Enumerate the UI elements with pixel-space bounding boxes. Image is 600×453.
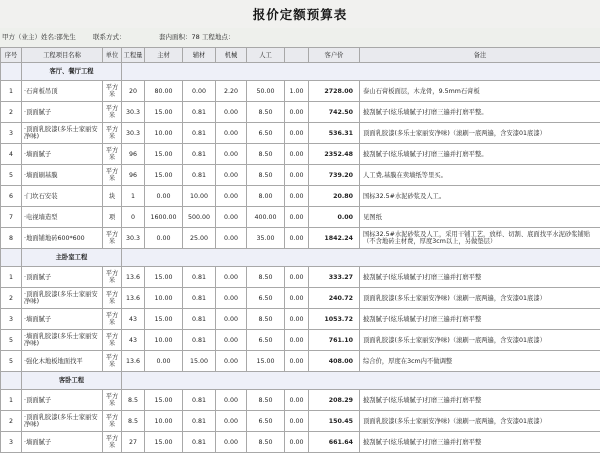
- contact-info: 联系方式：: [93, 28, 126, 47]
- item-name: ·强化木地板地面找平: [22, 351, 103, 372]
- labor-cell: 6.50: [247, 288, 285, 309]
- unit-cell: 平方米: [103, 390, 122, 411]
- main-material-cell: 0.00: [145, 228, 183, 249]
- aux-material-cell: 0.81: [183, 267, 216, 288]
- labor-cell: 8.50: [247, 309, 285, 330]
- remark-cell: 顶面乳胶漆(多乐士家丽安净味)（滚刷一底两遍，含安漆01底漆）: [360, 288, 600, 309]
- quantity-cell: 43: [122, 330, 145, 351]
- extra-cell: 0.00: [285, 207, 309, 228]
- quote-table: [0, 47, 600, 453]
- labor-cell: 6.50: [247, 411, 285, 432]
- machinery-cell: 0.00: [216, 309, 247, 330]
- item-name: ·墙面腻子: [22, 144, 103, 165]
- quantity-cell: 30.3: [122, 123, 145, 144]
- customer-price-cell: 208.29: [309, 390, 360, 411]
- main-material-cell: 15.00: [145, 432, 183, 453]
- col-header: 辅材: [183, 48, 216, 63]
- customer-price-cell: 536.31: [309, 123, 360, 144]
- col-header: 序号: [1, 48, 22, 63]
- table-row: [1, 186, 600, 207]
- table-row: [1, 207, 600, 228]
- remark-cell: 国标32.5#水泥砂浆及人工，采用干铺工艺，放样、切割、底面找平水泥砂浆铺贴（不含地砖主材费，厚度3cm以上，另做垫层）: [360, 228, 600, 249]
- machinery-cell: 0.00: [216, 390, 247, 411]
- main-material-cell: 15.00: [145, 144, 183, 165]
- section-spacer: [1, 249, 22, 267]
- unit-cell: 块: [103, 186, 122, 207]
- item-name: ·顶面乳胶漆(多乐士家丽安净味): [22, 288, 103, 309]
- remark-cell: 人工费,基膜在卖墙纸等里买。: [360, 165, 600, 186]
- labor-cell: 8.00: [247, 186, 285, 207]
- remark-cell: 顶面乳胶漆(多乐士家丽安净味)（滚刷一底两遍，含安漆01底漆）: [360, 123, 600, 144]
- row-number: 5: [1, 351, 22, 372]
- table-row: [1, 432, 600, 453]
- aux-material-cell: 10.00: [183, 186, 216, 207]
- extra-cell: 0.00: [285, 351, 309, 372]
- aux-material-cell: 0.00: [183, 81, 216, 102]
- item-name: ·顶面腻子: [22, 267, 103, 288]
- section-row: [1, 249, 600, 267]
- row-number: 1: [1, 267, 22, 288]
- unit-cell: 平方米: [103, 288, 122, 309]
- section-blank: [122, 249, 600, 267]
- remark-cell: 见图纸: [360, 207, 600, 228]
- unit-cell: 平方米: [103, 123, 122, 144]
- remark-cell: 披刮腻子(炫乐墙腻子)打磨三遍并打磨平整。: [360, 102, 600, 123]
- extra-cell: 0.00: [285, 144, 309, 165]
- row-number: 7: [1, 207, 22, 228]
- labor-cell: 6.50: [247, 123, 285, 144]
- customer-price-cell: 1053.72: [309, 309, 360, 330]
- unit-cell: 平方米: [103, 267, 122, 288]
- item-name: ·墙面刷基膜: [22, 165, 103, 186]
- table-row: [1, 228, 600, 249]
- section-spacer: [1, 372, 22, 390]
- aux-material-cell: 0.81: [183, 144, 216, 165]
- machinery-cell: 0.00: [216, 165, 247, 186]
- section-blank: [122, 63, 600, 81]
- labor-cell: 8.50: [247, 144, 285, 165]
- item-name: ·顶面乳胶漆(多乐士家丽安净味): [22, 123, 103, 144]
- table-row: [1, 351, 600, 372]
- machinery-cell: 0.00: [216, 330, 247, 351]
- info-bar: [0, 28, 600, 48]
- customer-price-cell: 2728.00: [309, 81, 360, 102]
- col-header: 机械: [216, 48, 247, 63]
- remark-cell: 披刮腻子(炫乐墙腻子)打磨三遍并打磨平整: [360, 267, 600, 288]
- unit-cell: 平方米: [103, 411, 122, 432]
- remark-cell: 综合价，厚度在3cm内不做调整: [360, 351, 600, 372]
- aux-material-cell: 15.00: [183, 351, 216, 372]
- row-number: 1: [1, 390, 22, 411]
- table-row: [1, 165, 600, 186]
- extra-cell: 0.00: [285, 165, 309, 186]
- unit-cell: 项: [103, 207, 122, 228]
- machinery-cell: 0.00: [216, 228, 247, 249]
- labor-cell: 35.00: [247, 228, 285, 249]
- row-number: 4: [1, 144, 22, 165]
- machinery-cell: 0.00: [216, 432, 247, 453]
- table-row: [1, 330, 600, 351]
- labor-cell: 15.00: [247, 351, 285, 372]
- main-material-cell: 1600.00: [145, 207, 183, 228]
- table-row: [1, 309, 600, 330]
- row-number: 3: [1, 432, 22, 453]
- client-info: 甲方（业主）姓名:邵先生: [2, 28, 76, 47]
- machinery-cell: 0.00: [216, 267, 247, 288]
- extra-cell: 0.00: [285, 186, 309, 207]
- main-material-cell: 10.00: [145, 123, 183, 144]
- machinery-cell: 0.00: [216, 207, 247, 228]
- table-row: [1, 390, 600, 411]
- quantity-cell: 20: [122, 81, 145, 102]
- row-number: 5: [1, 330, 22, 351]
- unit-cell: 平方米: [103, 81, 122, 102]
- labor-cell: 8.50: [247, 432, 285, 453]
- machinery-cell: 0.00: [216, 186, 247, 207]
- machinery-cell: 0.00: [216, 123, 247, 144]
- col-header: 备注: [360, 48, 600, 63]
- table-row: [1, 123, 600, 144]
- item-name: ·墙面腻子: [22, 432, 103, 453]
- aux-material-cell: 0.81: [183, 288, 216, 309]
- unit-cell: 平方米: [103, 165, 122, 186]
- main-material-cell: 0.00: [145, 351, 183, 372]
- labor-cell: 6.50: [247, 330, 285, 351]
- extra-cell: 0.00: [285, 288, 309, 309]
- row-number: 3: [1, 123, 22, 144]
- main-material-cell: 15.00: [145, 165, 183, 186]
- row-number: 1: [1, 81, 22, 102]
- machinery-cell: 0.00: [216, 288, 247, 309]
- row-number: 6: [1, 186, 22, 207]
- item-name: ·电视墙造型: [22, 207, 103, 228]
- machinery-cell: 2.20: [216, 81, 247, 102]
- aux-material-cell: 500.00: [183, 207, 216, 228]
- main-material-cell: 10.00: [145, 411, 183, 432]
- customer-price-cell: 0.00: [309, 207, 360, 228]
- main-material-cell: 10.00: [145, 288, 183, 309]
- main-material-cell: 10.00: [145, 330, 183, 351]
- labor-cell: 8.50: [247, 165, 285, 186]
- item-name: ·顶面腻子: [22, 102, 103, 123]
- customer-price-cell: 20.80: [309, 186, 360, 207]
- table-row: [1, 267, 600, 288]
- col-header: 客户价: [309, 48, 360, 63]
- quantity-cell: 13.6: [122, 351, 145, 372]
- aux-material-cell: 0.81: [183, 165, 216, 186]
- unit-cell: 平方米: [103, 102, 122, 123]
- row-number: 8: [1, 228, 22, 249]
- aux-material-cell: 25.00: [183, 228, 216, 249]
- customer-price-cell: 333.27: [309, 267, 360, 288]
- labor-cell: 8.50: [247, 390, 285, 411]
- section-title: 客卧工程: [22, 372, 122, 390]
- unit-cell: 平方米: [103, 351, 122, 372]
- quantity-cell: 8.5: [122, 390, 145, 411]
- aux-material-cell: 0.81: [183, 390, 216, 411]
- main-material-cell: 15.00: [145, 102, 183, 123]
- aux-material-cell: 0.81: [183, 432, 216, 453]
- section-row: [1, 372, 600, 390]
- item-name: ·顶面乳胶漆(多乐士家丽安净味): [22, 411, 103, 432]
- extra-cell: 0.00: [285, 411, 309, 432]
- area-info: 套内面积：78 工程地点：: [159, 28, 234, 47]
- item-name: ·墙面乳胶漆(多乐士家丽安净味): [22, 330, 103, 351]
- section-title: 客厅、餐厅工程: [22, 63, 122, 81]
- extra-cell: 0.00: [285, 309, 309, 330]
- remark-cell: 国标32.5#水泥砂浆及人工。: [360, 186, 600, 207]
- customer-price-cell: 742.50: [309, 102, 360, 123]
- remark-cell: 顶面乳胶漆(多乐士家丽安净味)（滚刷一底两遍，含安漆01底漆）: [360, 330, 600, 351]
- remark-cell: 披刮腻子(炫乐墙腻子)打磨三遍并打磨平整: [360, 309, 600, 330]
- col-header: 单位: [103, 48, 122, 63]
- item-name: ·顶面腻子: [22, 390, 103, 411]
- table-row: [1, 81, 600, 102]
- item-name: ·墙面腻子: [22, 309, 103, 330]
- table-row: [1, 144, 600, 165]
- quantity-cell: 30.3: [122, 228, 145, 249]
- quantity-cell: 13.6: [122, 288, 145, 309]
- customer-price-cell: 150.45: [309, 411, 360, 432]
- col-header: 人工: [247, 48, 285, 63]
- labor-cell: 50.00: [247, 81, 285, 102]
- quantity-cell: 1: [122, 186, 145, 207]
- row-number: 2: [1, 102, 22, 123]
- customer-price-cell: 240.72: [309, 288, 360, 309]
- customer-price-cell: 761.10: [309, 330, 360, 351]
- row-number: 2: [1, 411, 22, 432]
- extra-cell: 0.00: [285, 267, 309, 288]
- labor-cell: 8.50: [247, 267, 285, 288]
- aux-material-cell: 0.81: [183, 309, 216, 330]
- item-name: ·门坎石安装: [22, 186, 103, 207]
- remark-cell: 顶面乳胶漆(多乐士家丽安净味)（滚刷一底两遍，含安漆01底漆）: [360, 411, 600, 432]
- section-blank: [122, 372, 600, 390]
- remark-cell: 泰山石膏板面层，木龙骨，9.5mm石膏板: [360, 81, 600, 102]
- unit-cell: 平方米: [103, 228, 122, 249]
- extra-cell: 1.00: [285, 81, 309, 102]
- header-row: [1, 48, 600, 63]
- quantity-cell: 27: [122, 432, 145, 453]
- customer-price-cell: 408.00: [309, 351, 360, 372]
- main-material-cell: 15.00: [145, 309, 183, 330]
- main-material-cell: 80.00: [145, 81, 183, 102]
- main-material-cell: 15.00: [145, 390, 183, 411]
- aux-material-cell: 0.81: [183, 411, 216, 432]
- customer-price-cell: 2352.48: [309, 144, 360, 165]
- labor-cell: 400.00: [247, 207, 285, 228]
- quantity-cell: 8.5: [122, 411, 145, 432]
- row-number: 2: [1, 288, 22, 309]
- unit-cell: 平方米: [103, 330, 122, 351]
- quantity-cell: 0: [122, 207, 145, 228]
- unit-cell: 平方米: [103, 309, 122, 330]
- main-material-cell: 0.00: [145, 186, 183, 207]
- unit-cell: 平方米: [103, 144, 122, 165]
- sheet-title: 报价定额预算表: [253, 5, 348, 23]
- row-number: 5: [1, 165, 22, 186]
- section-row: [1, 63, 600, 81]
- col-header: [285, 48, 309, 63]
- title-bar: [0, 0, 600, 29]
- extra-cell: 0.00: [285, 102, 309, 123]
- machinery-cell: 0.00: [216, 351, 247, 372]
- remark-cell: 披刮腻子(炫乐墙腻子)打磨三遍并打磨平整: [360, 390, 600, 411]
- customer-price-cell: 739.20: [309, 165, 360, 186]
- row-number: 3: [1, 309, 22, 330]
- extra-cell: 0.00: [285, 123, 309, 144]
- customer-price-cell: 661.64: [309, 432, 360, 453]
- aux-material-cell: 0.81: [183, 102, 216, 123]
- section-title: 主卧室工程: [22, 249, 122, 267]
- quantity-cell: 96: [122, 165, 145, 186]
- quantity-cell: 30.3: [122, 102, 145, 123]
- quantity-cell: 13.6: [122, 267, 145, 288]
- aux-material-cell: 0.81: [183, 123, 216, 144]
- machinery-cell: 0.00: [216, 144, 247, 165]
- extra-cell: 0.00: [285, 432, 309, 453]
- machinery-cell: 0.00: [216, 102, 247, 123]
- quantity-cell: 96: [122, 144, 145, 165]
- table-row: [1, 411, 600, 432]
- remark-cell: 披刮腻子(炫乐墙腻子)打磨三遍并打磨平整: [360, 432, 600, 453]
- machinery-cell: 0.00: [216, 411, 247, 432]
- item-name: ·石膏板吊顶: [22, 81, 103, 102]
- extra-cell: 0.00: [285, 330, 309, 351]
- col-header: 主材: [145, 48, 183, 63]
- col-header: 工程量: [122, 48, 145, 63]
- table-row: [1, 102, 600, 123]
- aux-material-cell: 0.81: [183, 330, 216, 351]
- labor-cell: 8.50: [247, 102, 285, 123]
- customer-price-cell: 1842.24: [309, 228, 360, 249]
- unit-cell: 平方米: [103, 432, 122, 453]
- extra-cell: 0.00: [285, 228, 309, 249]
- main-material-cell: 15.00: [145, 267, 183, 288]
- col-header: 工程项目名称: [22, 48, 103, 63]
- item-name: ·地面铺地砖600*600: [22, 228, 103, 249]
- section-spacer: [1, 63, 22, 81]
- remark-cell: 披刮腻子(炫乐墙腻子)打磨三遍并打磨平整。: [360, 144, 600, 165]
- table-row: [1, 288, 600, 309]
- extra-cell: 0.00: [285, 390, 309, 411]
- quantity-cell: 43: [122, 309, 145, 330]
